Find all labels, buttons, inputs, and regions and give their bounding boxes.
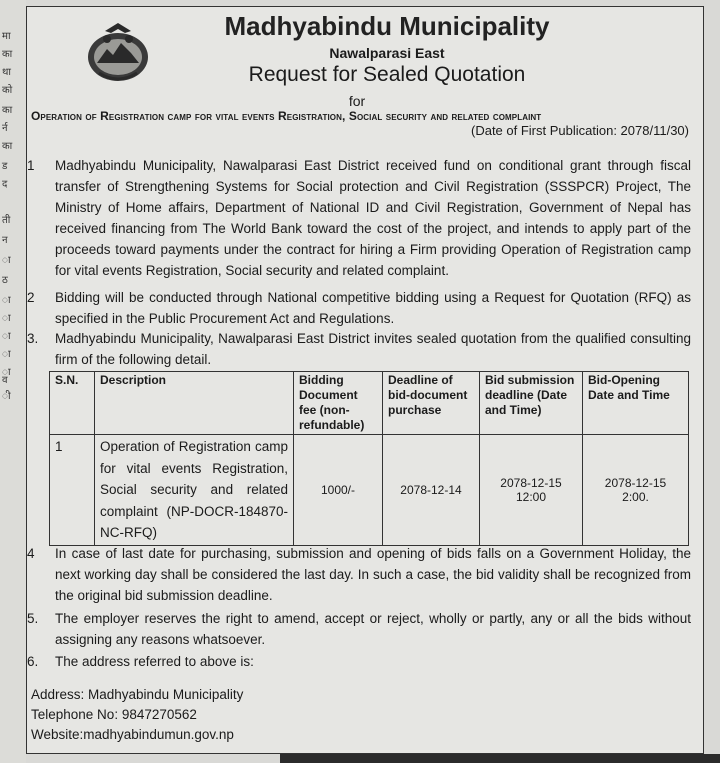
table-header-row xyxy=(50,372,689,435)
submission-date: 2078-12-15 xyxy=(500,475,562,490)
margin-fragment: ड xyxy=(2,161,8,172)
paragraph-number: 1 xyxy=(27,158,35,173)
publication-date: (Date of First Publication: 2078/11/30) xyxy=(471,123,689,138)
table-header: S.N. xyxy=(50,372,95,435)
paragraph-text: In case of last date for purchasing, submission and opening of bids falls on a Government Holiday, the next working day shall be considered the last day. In such a case, the bid validity shall be recognized from the original bid submission deadline. xyxy=(55,546,691,603)
margin-fragment: न xyxy=(2,235,8,246)
quotation-table xyxy=(49,371,689,546)
paragraph-text: The employer reserves the right to amend, accept or reject, wholly or partly, any or all the bids without assigning any reasons whatsoever. xyxy=(55,611,691,647)
margin-fragment: ा xyxy=(2,255,11,266)
table-row xyxy=(50,435,689,546)
page-title: Madhyabindu Municipality xyxy=(224,11,550,41)
telephone-line: Telephone No: 9847270562 xyxy=(31,707,197,722)
paragraph-text: Madhyabindu Municipality, Nawalparasi East District received fund on conditional grant through fiscal transfer of Strengthening Systems for Social protection and Civil Registration (SSSPCR) Project, The Ministry of Home affairs, Department of National ID and Civil Registration, Government of Nepal has received financing from The World Bank toward the cost of the project, and intends to apply part of the proceeds toward payments under the contract for hiring a Firm providing Operation of Registration camp for vital events Registration, Social security and related complaint. xyxy=(55,158,691,278)
row-purchase-deadline: 2078-12-14 xyxy=(383,435,480,546)
margin-fragment: र्न xyxy=(2,123,8,134)
paragraph-text: Madhyabindu Municipality, Nawalparasi East District invites sealed quotation from the qualified consulting firm of the following detail. xyxy=(55,331,691,367)
paragraph-text: Bidding will be conducted through National competitive bidding using a Request for Quotation (RFQ) as specified in the Public Procurement Act and Regulations. xyxy=(55,290,691,326)
paragraph-text: The address referred to above is: xyxy=(55,654,254,669)
left-margin-fragments xyxy=(0,0,26,763)
table-header: Bidding Document fee (non-refundable) xyxy=(294,372,383,435)
row-description: Operation of Registration camp for vital events Registration, Social security and related complaint (NP-DOCR-184870-NC-RFQ) xyxy=(95,435,294,546)
address-line: Address: Madhyabindu Municipality xyxy=(31,687,244,702)
margin-fragment: ठ xyxy=(2,275,8,286)
notice-heading: Request for Sealed Quotation xyxy=(248,63,526,86)
margin-fragment: ा xyxy=(2,331,11,342)
table-header: Bid submission deadline (Date and Time) xyxy=(480,372,583,435)
margin-fragment: ा xyxy=(2,349,11,360)
row-opening-datetime xyxy=(583,435,689,546)
margin-fragment: मा xyxy=(2,31,11,42)
submission-time: 12:00 xyxy=(515,489,547,504)
municipality-emblem-icon xyxy=(85,19,151,85)
opening-time: 2:00. xyxy=(622,489,649,504)
margin-fragment: का xyxy=(2,141,13,152)
margin-fragment: ा xyxy=(2,313,11,324)
row-sn: 1 xyxy=(50,435,95,546)
margin-fragment: था xyxy=(2,67,11,78)
paragraph-number: 5. xyxy=(27,611,39,626)
quotation-notice xyxy=(26,6,704,754)
margin-fragment: द xyxy=(2,179,8,190)
table-header: Description xyxy=(95,372,294,435)
margin-fragment: व xyxy=(2,375,8,386)
bottom-strip xyxy=(280,754,720,763)
paragraph-number: 2 xyxy=(27,290,35,305)
table-header: Deadline of bid-document purchase xyxy=(383,372,480,435)
paragraph-number: 4 xyxy=(27,546,35,561)
row-submission-deadline xyxy=(480,435,583,546)
margin-fragment: का xyxy=(2,49,13,60)
website-line: Website:madhyabindumun.gov.np xyxy=(31,727,234,742)
paragraph-number: 3. xyxy=(27,331,39,346)
margin-fragment: का xyxy=(2,105,13,116)
margin-fragment: ी xyxy=(2,391,11,402)
for-text: for xyxy=(348,93,366,109)
paragraph-number: 6. xyxy=(27,654,39,669)
opening-date: 2078-12-15 xyxy=(604,475,667,490)
table-header: Bid-Opening Date and Time xyxy=(583,372,689,435)
notice-subject: Operation of Registration camp for vital events Registration, Social security and related complaint xyxy=(31,109,542,123)
row-fee: 1000/- xyxy=(294,435,383,546)
margin-fragment: ती xyxy=(2,215,11,226)
margin-fragment: ा xyxy=(2,295,11,306)
district-subtitle: Nawalparasi East xyxy=(329,45,445,61)
margin-fragment: को xyxy=(2,85,13,96)
margin-fragment: ा xyxy=(2,367,11,378)
